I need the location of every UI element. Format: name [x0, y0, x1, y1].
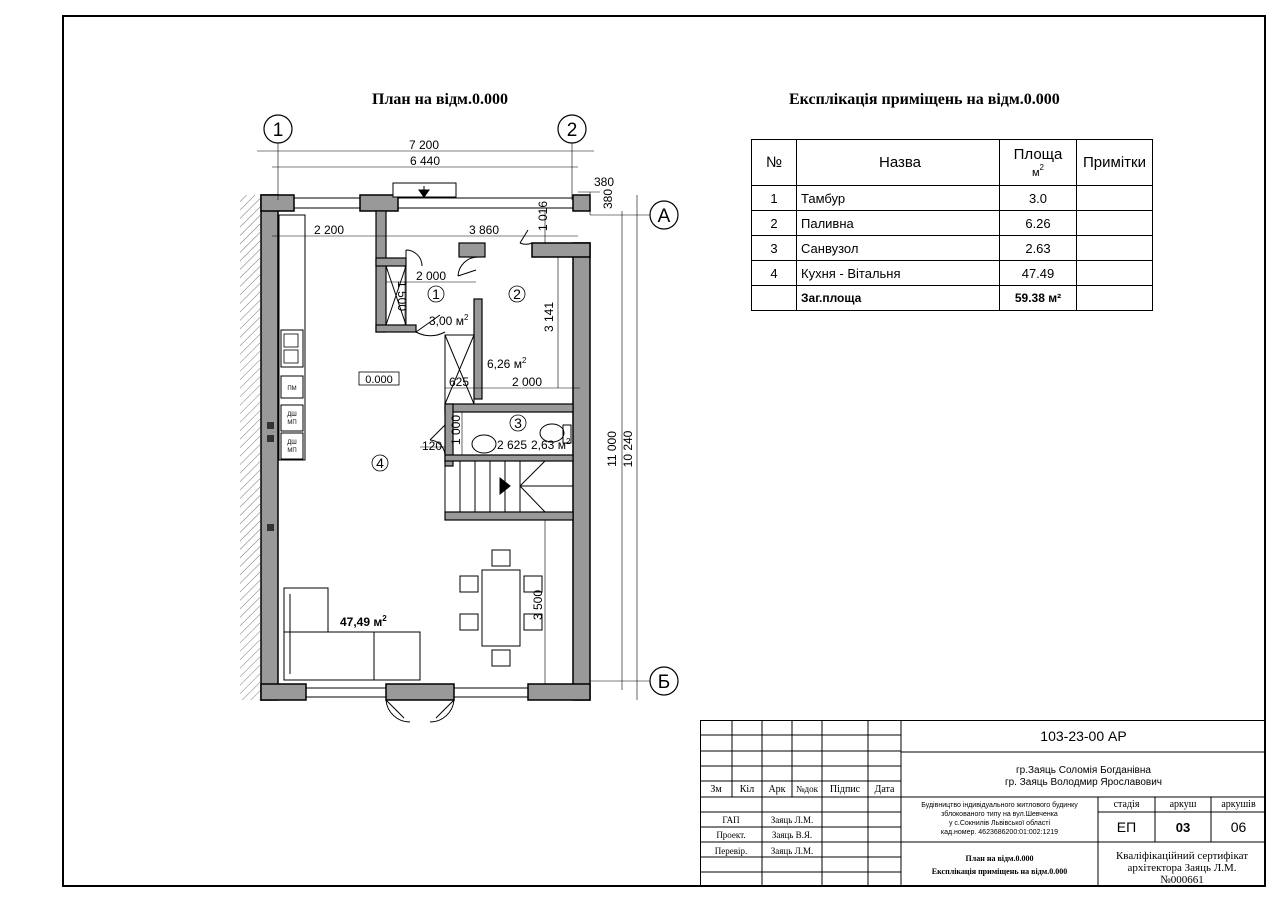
dim-11000: 11 000	[605, 431, 619, 467]
sheet-value: 03	[1175, 820, 1191, 835]
room-1-area: 3,00 $м^2$	[429, 313, 469, 328]
col-pidpys: Підпис	[829, 784, 861, 795]
perevir-name: Заяць Л.М.	[770, 846, 814, 856]
drawing-code: 103-23-00 АР	[1040, 728, 1127, 744]
sheet-label: аркуш	[1169, 799, 1197, 810]
axis-1-label: 1	[272, 120, 284, 141]
table-row	[752, 186, 1153, 211]
total-label: Заг.площа	[797, 286, 1000, 311]
row-name: Тамбур	[797, 186, 1000, 211]
col-area: Площа $м^2$	[1000, 140, 1077, 186]
row-notes	[1077, 211, 1153, 236]
owner-2: гр. Заяць Володмир Ярославович	[1004, 777, 1163, 788]
dim-6440: 6 440	[409, 154, 441, 168]
dim-380-b: 380	[601, 188, 615, 210]
dim-1016: 1 016	[536, 200, 550, 232]
row-no: 3	[752, 236, 797, 261]
dim-7200: 7 200	[408, 138, 440, 152]
dining-table	[460, 550, 542, 666]
room-2-number: 2	[513, 286, 521, 302]
table-row	[752, 261, 1153, 286]
row-notes	[1077, 186, 1153, 211]
total-row	[752, 286, 1153, 311]
sheet-title-2: Експлікація приміщень на відм.0.000	[931, 867, 1068, 876]
room-4-area: 47,49 $м^2$	[340, 614, 387, 629]
dim-3141: 3 141	[542, 301, 556, 333]
dim-3500: 3 500	[531, 589, 545, 621]
microwave-label: МП	[287, 420, 297, 426]
perevir-label: Перевір.	[714, 846, 748, 856]
proekt-name: Заяць В.Я.	[771, 830, 813, 840]
col-name: Назва	[797, 140, 1000, 186]
axis-2-label: 2	[566, 120, 578, 141]
dim-2625: 2 625	[496, 438, 528, 452]
dim-1500: 1 500	[395, 280, 409, 312]
microwave-label-2: МП	[287, 448, 297, 454]
row-area: 2.63	[1000, 236, 1077, 261]
axis-a-label: А	[657, 206, 671, 227]
dim-2000-b: 2 000	[511, 375, 543, 389]
dim-3860: 3 860	[468, 223, 500, 237]
oven-label-2: ДШ	[287, 440, 297, 446]
row-area: 47.49	[1000, 261, 1077, 286]
title-block	[700, 720, 1266, 887]
gap-label: ГАП	[722, 815, 740, 825]
dim-2000-a: 2 000	[415, 269, 447, 283]
col-no: №	[752, 140, 797, 186]
stage-value: ЕП	[1116, 819, 1137, 835]
row-name: Санвузол	[797, 236, 1000, 261]
row-notes	[1077, 236, 1153, 261]
dim-2200: 2 200	[313, 223, 345, 237]
col-ark: Арк	[768, 784, 786, 795]
room-2-area: 6,26 $м^2$	[487, 356, 527, 371]
plan-title: План на відм.0.000	[372, 91, 508, 108]
certificate: Кваліфікаційний сертифікат архітектора Заяць Л.М. №000661	[1115, 850, 1249, 886]
stage-label: стадія	[1113, 799, 1140, 810]
dim-625: 625	[448, 375, 470, 389]
party-wall-hatching	[240, 195, 260, 700]
table-row	[752, 236, 1153, 261]
total-value: 59.38 м²	[1000, 286, 1077, 311]
col-notes: Примітки	[1077, 140, 1153, 186]
sink-icon	[472, 435, 496, 453]
sheets-value: 06	[1230, 819, 1247, 835]
row-name: Кухня - Вітальня	[797, 261, 1000, 286]
dim-120: 120	[421, 439, 443, 453]
explication-title: Експлікація приміщень на відм.0.000	[789, 91, 1060, 108]
col-kil: Кіл	[739, 784, 755, 795]
axis-b-label: Б	[657, 672, 671, 693]
project-description: Будівництво індивідуального житлового будинку зблокованого типу на вул.Шевченка у с.Сокнилів Львівської області кад.номер. 4623686200:01:002:1219	[921, 802, 1078, 836]
row-area: 6.26	[1000, 211, 1077, 236]
col-zm: Зм	[710, 784, 722, 795]
row-no: 2	[752, 211, 797, 236]
owner-1: гр.Заяць Соломія Богданівна	[1016, 765, 1151, 776]
dim-1000: 1 000	[449, 414, 463, 446]
level-mark: 0.000	[365, 374, 393, 386]
room-3-number: 3	[514, 415, 522, 431]
col-ndok: №док	[795, 784, 819, 794]
room-4-number: 4	[376, 455, 384, 471]
col-data: Дата	[874, 784, 895, 795]
sheets-label: аркушів	[1221, 799, 1256, 810]
row-area: 3.0	[1000, 186, 1077, 211]
row-name: Паливна	[797, 211, 1000, 236]
explication-table	[751, 139, 1153, 311]
room-1-number: 1	[432, 286, 440, 302]
sofa	[284, 588, 420, 680]
room-3-area: 2,63 $м^2$	[531, 437, 571, 452]
gap-name: Заяць Л.М.	[770, 815, 814, 825]
dim-10240: 10 240	[621, 430, 635, 468]
row-no: 4	[752, 261, 797, 286]
table-row	[752, 211, 1153, 236]
row-no: 1	[752, 186, 797, 211]
proekt-label: Проект.	[716, 830, 746, 840]
oven-label: ДШ	[287, 412, 297, 418]
dishwasher-label: ПМ	[287, 386, 297, 392]
sheet-title-1: План на відм.0.000	[965, 854, 1034, 863]
row-notes	[1077, 261, 1153, 286]
explication-header-row	[752, 140, 1153, 186]
dim-380-a: 380	[593, 175, 615, 189]
staircase	[445, 461, 573, 512]
